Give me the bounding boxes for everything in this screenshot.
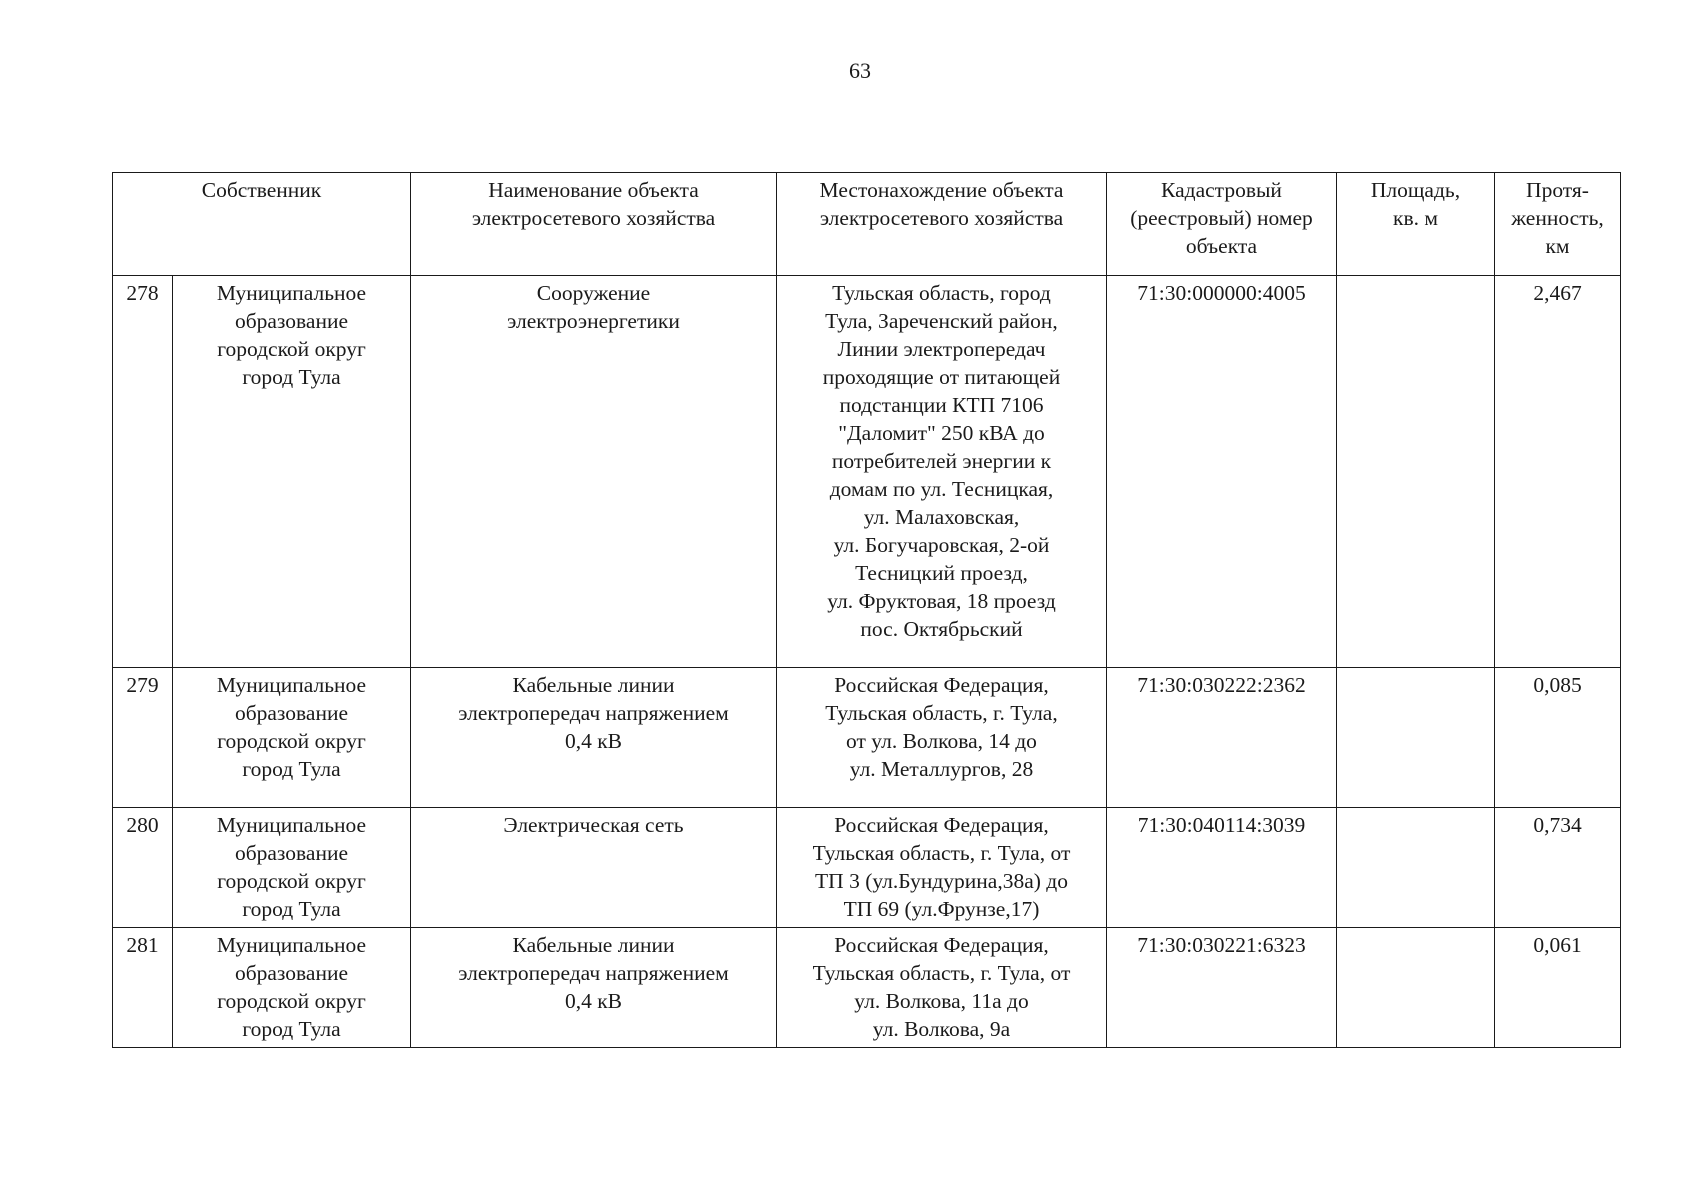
length-cell: 0,734: [1495, 808, 1621, 928]
header-area: Площадь, кв. м: [1337, 173, 1495, 276]
area-cell: [1337, 276, 1495, 668]
length-cell: 0,061: [1495, 928, 1621, 1048]
row-number: 278: [113, 276, 173, 668]
registry-table: [112, 172, 1621, 1048]
header-owner: Собственник: [113, 173, 411, 276]
owner-cell: Муниципальное образование городской округ город Тула: [173, 276, 411, 668]
table-row: [113, 808, 1621, 928]
cadastral-number-cell: 71:30:030221:6323: [1107, 928, 1337, 1048]
object-name-cell: Кабельные линии электропередач напряжением 0,4 кВ: [411, 928, 777, 1048]
location-cell: Российская Федерация, Тульская область, г. Тула, от ул. Волкова, 14 до ул. Металлургов, 28: [777, 668, 1107, 808]
area-cell: [1337, 928, 1495, 1048]
row-number: 281: [113, 928, 173, 1048]
object-name-cell: Сооружение электроэнергетики: [411, 276, 777, 668]
header-location: Местонахождение объекта электросетевого хозяйства: [777, 173, 1107, 276]
table-row: [113, 668, 1621, 808]
row-number: 280: [113, 808, 173, 928]
area-cell: [1337, 668, 1495, 808]
table-header: [113, 173, 1621, 276]
owner-cell: Муниципальное образование городской округ город Тула: [173, 808, 411, 928]
table-row: [113, 928, 1621, 1048]
table-row: [113, 276, 1621, 668]
location-cell: Российская Федерация, Тульская область, г. Тула, от ТП 3 (ул.Бундурина,38а) до ТП 69 (ул.Фрунзе,17): [777, 808, 1107, 928]
table-body: [113, 276, 1621, 1048]
object-name-cell: Электрическая сеть: [411, 808, 777, 928]
owner-cell: Муниципальное образование городской округ город Тула: [173, 928, 411, 1048]
cadastral-number-cell: 71:30:000000:4005: [1107, 276, 1337, 668]
header-row: [113, 173, 1621, 276]
length-cell: 0,085: [1495, 668, 1621, 808]
cadastral-number-cell: 71:30:030222:2362: [1107, 668, 1337, 808]
owner-cell: Муниципальное образование городской округ город Тула: [173, 668, 411, 808]
row-number: 279: [113, 668, 173, 808]
page-number: 63: [849, 58, 871, 83]
length-cell: 2,467: [1495, 276, 1621, 668]
cadastral-number-cell: 71:30:040114:3039: [1107, 808, 1337, 928]
header-length: Протя- женность, км: [1495, 173, 1621, 276]
location-cell: Российская Федерация, Тульская область, г. Тула, от ул. Волкова, 11а до ул. Волкова, 9а: [777, 928, 1107, 1048]
header-cadastral-number: Кадастровый (реестровый) номер объекта: [1107, 173, 1337, 276]
header-object-name: Наименование объекта электросетевого хозяйства: [411, 173, 777, 276]
location-cell: Тульская область, город Тула, Зареченский район, Линии электропередач проходящие от питающей подстанции КТП 7106 "Даломит" 250 кВА до потребителей энергии к домам по ул. Тесницкая, ул. Малаховская, ул. Богучаровская, 2-ой Тесницкий проезд, ул. Фруктовая, 18 проезд пос. Октябрьский: [777, 276, 1107, 668]
area-cell: [1337, 808, 1495, 928]
object-name-cell: Кабельные линии электропередач напряжением 0,4 кВ: [411, 668, 777, 808]
